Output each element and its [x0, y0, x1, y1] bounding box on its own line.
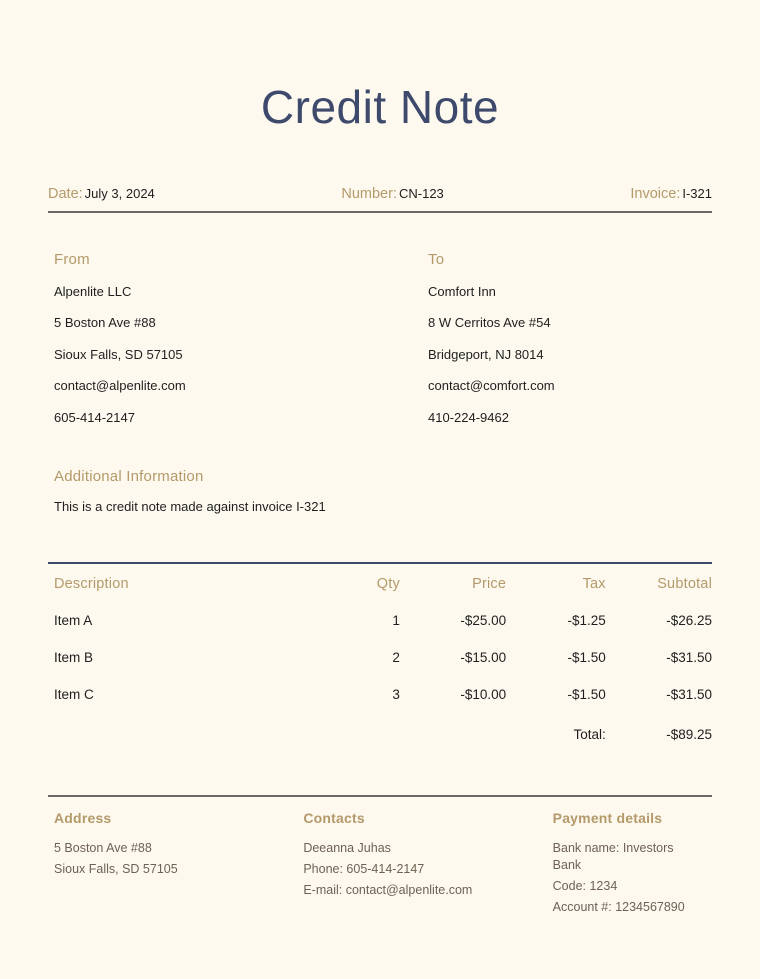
footer-contacts-block — [269, 810, 490, 920]
cell-subtotal: -$31.50 — [666, 649, 712, 665]
to-line: 8 W Cerritos Ave #54 — [428, 315, 551, 331]
from-line: Sioux Falls, SD 57105 — [54, 346, 183, 362]
document-meta-row — [48, 185, 712, 213]
from-line: 5 Boston Ave #88 — [54, 315, 156, 331]
footer-payment-line: Account #: 1234567890 — [552, 899, 685, 914]
cell-tax: -$1.25 — [567, 612, 606, 628]
cell-price: -$10.00 — [460, 686, 507, 702]
cell-tax: -$1.50 — [567, 649, 606, 665]
meta-date-label: Date: — [48, 185, 83, 202]
to-heading: To — [428, 250, 445, 268]
cell-subtotal: -$31.50 — [666, 686, 712, 702]
to-line: 410-224-9462 — [428, 409, 509, 425]
cell-price: -$25.00 — [460, 612, 507, 628]
table-row — [48, 602, 712, 639]
table-header-row — [48, 563, 712, 602]
from-block — [48, 251, 380, 426]
footer-payment-line: Bank name: Investors Bank — [552, 841, 674, 872]
total-label: Total: — [573, 726, 606, 742]
meta-date-value: July 3, 2024 — [84, 185, 155, 201]
meta-invoice-label: Invoice: — [630, 185, 681, 202]
cell-description: Item C — [54, 686, 94, 702]
cell-tax: -$1.50 — [567, 686, 606, 702]
to-block — [380, 251, 712, 426]
from-line: 605-414-2147 — [54, 409, 135, 425]
column-header-description: Description — [48, 563, 307, 602]
column-header-tax: Tax — [506, 563, 606, 602]
total-spacer — [307, 713, 400, 753]
footer-contacts-line: Phone: 605-414-2147 — [303, 861, 425, 876]
to-line: Comfort Inn — [428, 283, 496, 299]
additional-information-text: This is a credit note made against invoice I-321 — [54, 498, 326, 514]
meta-number-label: Number: — [341, 185, 397, 202]
additional-information-section — [48, 468, 712, 514]
meta-date — [48, 185, 155, 202]
total-spacer — [48, 713, 307, 753]
footer-contacts-line: Deeanna Juhas — [303, 841, 391, 855]
footer-payment-block — [491, 810, 712, 920]
page-title: Credit Note — [260, 81, 500, 133]
column-header-qty: Qty — [307, 563, 400, 602]
parties-section — [48, 251, 712, 426]
table-row — [48, 639, 712, 676]
from-line: Alpenlite LLC — [54, 283, 132, 299]
total-value: -$89.25 — [666, 726, 712, 742]
cell-description: Item A — [54, 612, 93, 628]
footer-contacts-line: E-mail: contact@alpenlite.com — [303, 882, 473, 897]
column-header-subtotal: Subtotal — [606, 563, 712, 602]
cell-qty: 1 — [392, 612, 400, 628]
meta-number — [155, 185, 631, 202]
meta-invoice-value: I-321 — [682, 185, 712, 201]
column-header-price: Price — [400, 563, 506, 602]
additional-information-heading: Additional Information — [54, 467, 204, 485]
from-line: contact@alpenlite.com — [54, 378, 186, 394]
footer-address-line: Sioux Falls, SD 57105 — [54, 861, 178, 876]
to-line: Bridgeport, NJ 8014 — [428, 346, 544, 362]
footer-address-block — [48, 810, 269, 920]
footer-address-heading: Address — [54, 810, 112, 826]
footer-payment-line: Code: 1234 — [552, 878, 618, 893]
cell-description: Item B — [54, 649, 94, 665]
meta-invoice — [630, 185, 712, 202]
line-items-table — [48, 562, 712, 753]
document-footer — [48, 795, 712, 920]
cell-qty: 3 — [392, 686, 400, 702]
footer-address-line: 5 Boston Ave #88 — [54, 841, 152, 855]
footer-payment-heading: Payment details — [552, 810, 663, 826]
to-line: contact@comfort.com — [428, 378, 555, 394]
from-heading: From — [54, 250, 90, 268]
cell-price: -$15.00 — [460, 649, 507, 665]
footer-contacts-heading: Contacts — [303, 810, 365, 826]
table-total-row — [48, 713, 712, 753]
table-row — [48, 676, 712, 713]
total-spacer — [400, 713, 506, 753]
meta-number-value: CN-123 — [398, 185, 444, 201]
cell-subtotal: -$26.25 — [666, 612, 712, 628]
cell-qty: 2 — [392, 649, 400, 665]
